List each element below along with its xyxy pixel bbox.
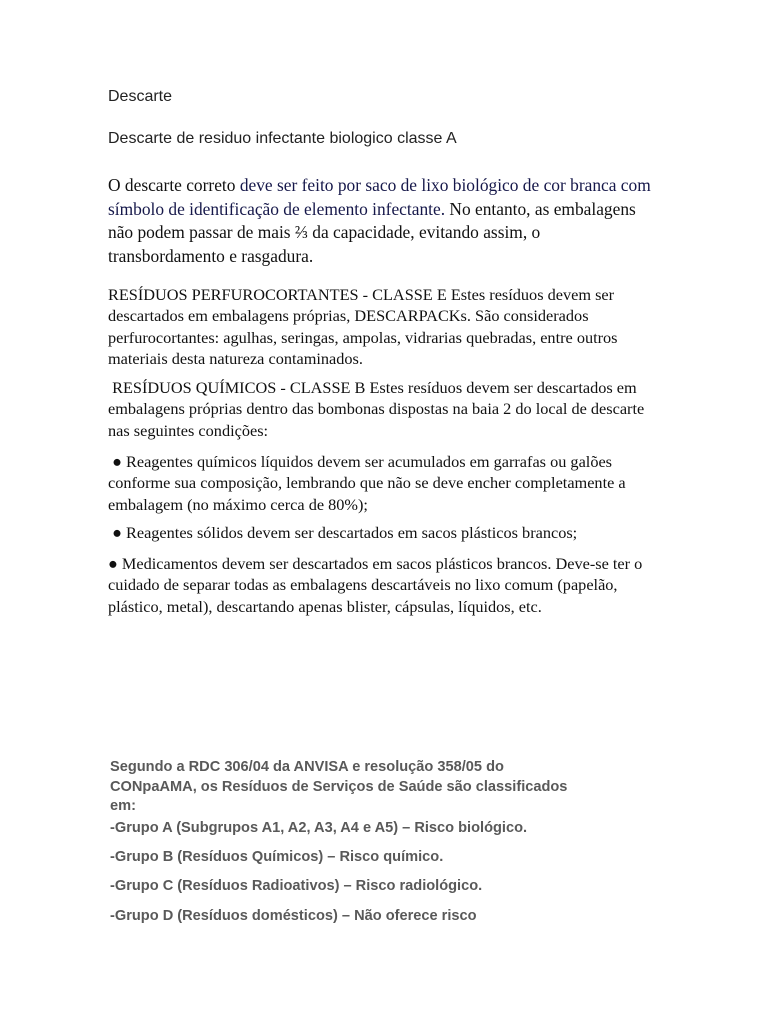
classification-group-c: -Grupo C (Resíduos Radioativos) – Risco radiológico. bbox=[110, 878, 483, 894]
document-title: Descarte bbox=[108, 88, 173, 105]
intro-part-1: O descarte correto bbox=[108, 175, 240, 195]
classification-group-a: -Grupo A (Subgrupos A1, A2, A3, A4 e A5) – Risco biológico. bbox=[110, 820, 528, 836]
document-page bbox=[108, 0, 656, 1024]
quimicos-paragraph bbox=[108, 377, 653, 441]
intro-part-3: No entanto, as embalagens não podem passar de mais ⅔ da capacidade, evitando assim, o transbordamento e rasgadura. bbox=[108, 198, 636, 266]
intro-part-2: deve ser feito por saco de lixo biológico de cor branca com símbolo de identificação de elemento infectante. bbox=[108, 175, 651, 219]
classification-group-d: -Grupo D (Resíduos domésticos) – Não oferece risco bbox=[110, 908, 477, 924]
perfurocortantes-paragraph bbox=[108, 284, 653, 369]
document-subtitle: Descarte de residuo infectante biologico classe A bbox=[108, 130, 457, 147]
bullet-item-solidos: ● Reagentes sólidos devem ser descartados em sacos plásticos brancos; bbox=[108, 523, 578, 542]
perfurocortantes-heading: RESÍDUOS PERFUROCORTANTES - CLASSE E bbox=[108, 285, 447, 304]
bullet-item-medicamentos: ● Medicamentos devem ser descartados em sacos plásticos brancos. Deve-se ter o cuidado de separar todas as embalagens descartáveis no lixo comum (papelão, plástico, metal), descartando apenas blister, cápsulas, líquidos, etc. bbox=[108, 554, 643, 616]
classification-group-b: -Grupo B (Resíduos Químicos) – Risco químico. bbox=[110, 849, 444, 865]
perfurocortantes-text: Estes resíduos devem ser descartados em embalagens próprias, DESCARPACKs. São considerados perfurocortantes: agulhas, seringas, ampolas, vidrarias quebradas, entre outros materiais desta natureza contaminados. bbox=[108, 285, 618, 368]
quimicos-text: Estes resíduos devem ser descartados em embalagens próprias dentro das bombonas dispostas na baia 2 do local de descarte nas seguintes condições: bbox=[108, 378, 649, 440]
bullet-item-liquidos: ● Reagentes químicos líquidos devem ser acumulados em garrafas ou galões conforme sua composição, lembrando que não se deve encher completamente a embalagem (no máximo cerca de 80%); bbox=[108, 452, 630, 514]
intro-paragraph bbox=[108, 174, 653, 268]
quimicos-heading: RESÍDUOS QUÍMICOS - CLASSE B bbox=[108, 378, 366, 397]
classification-intro: Segundo a RDC 306/04 da ANVISA e resolução 358/05 do CONpaAMA, os Resíduos de Serviços de Saúde são classificados em: bbox=[110, 759, 568, 814]
